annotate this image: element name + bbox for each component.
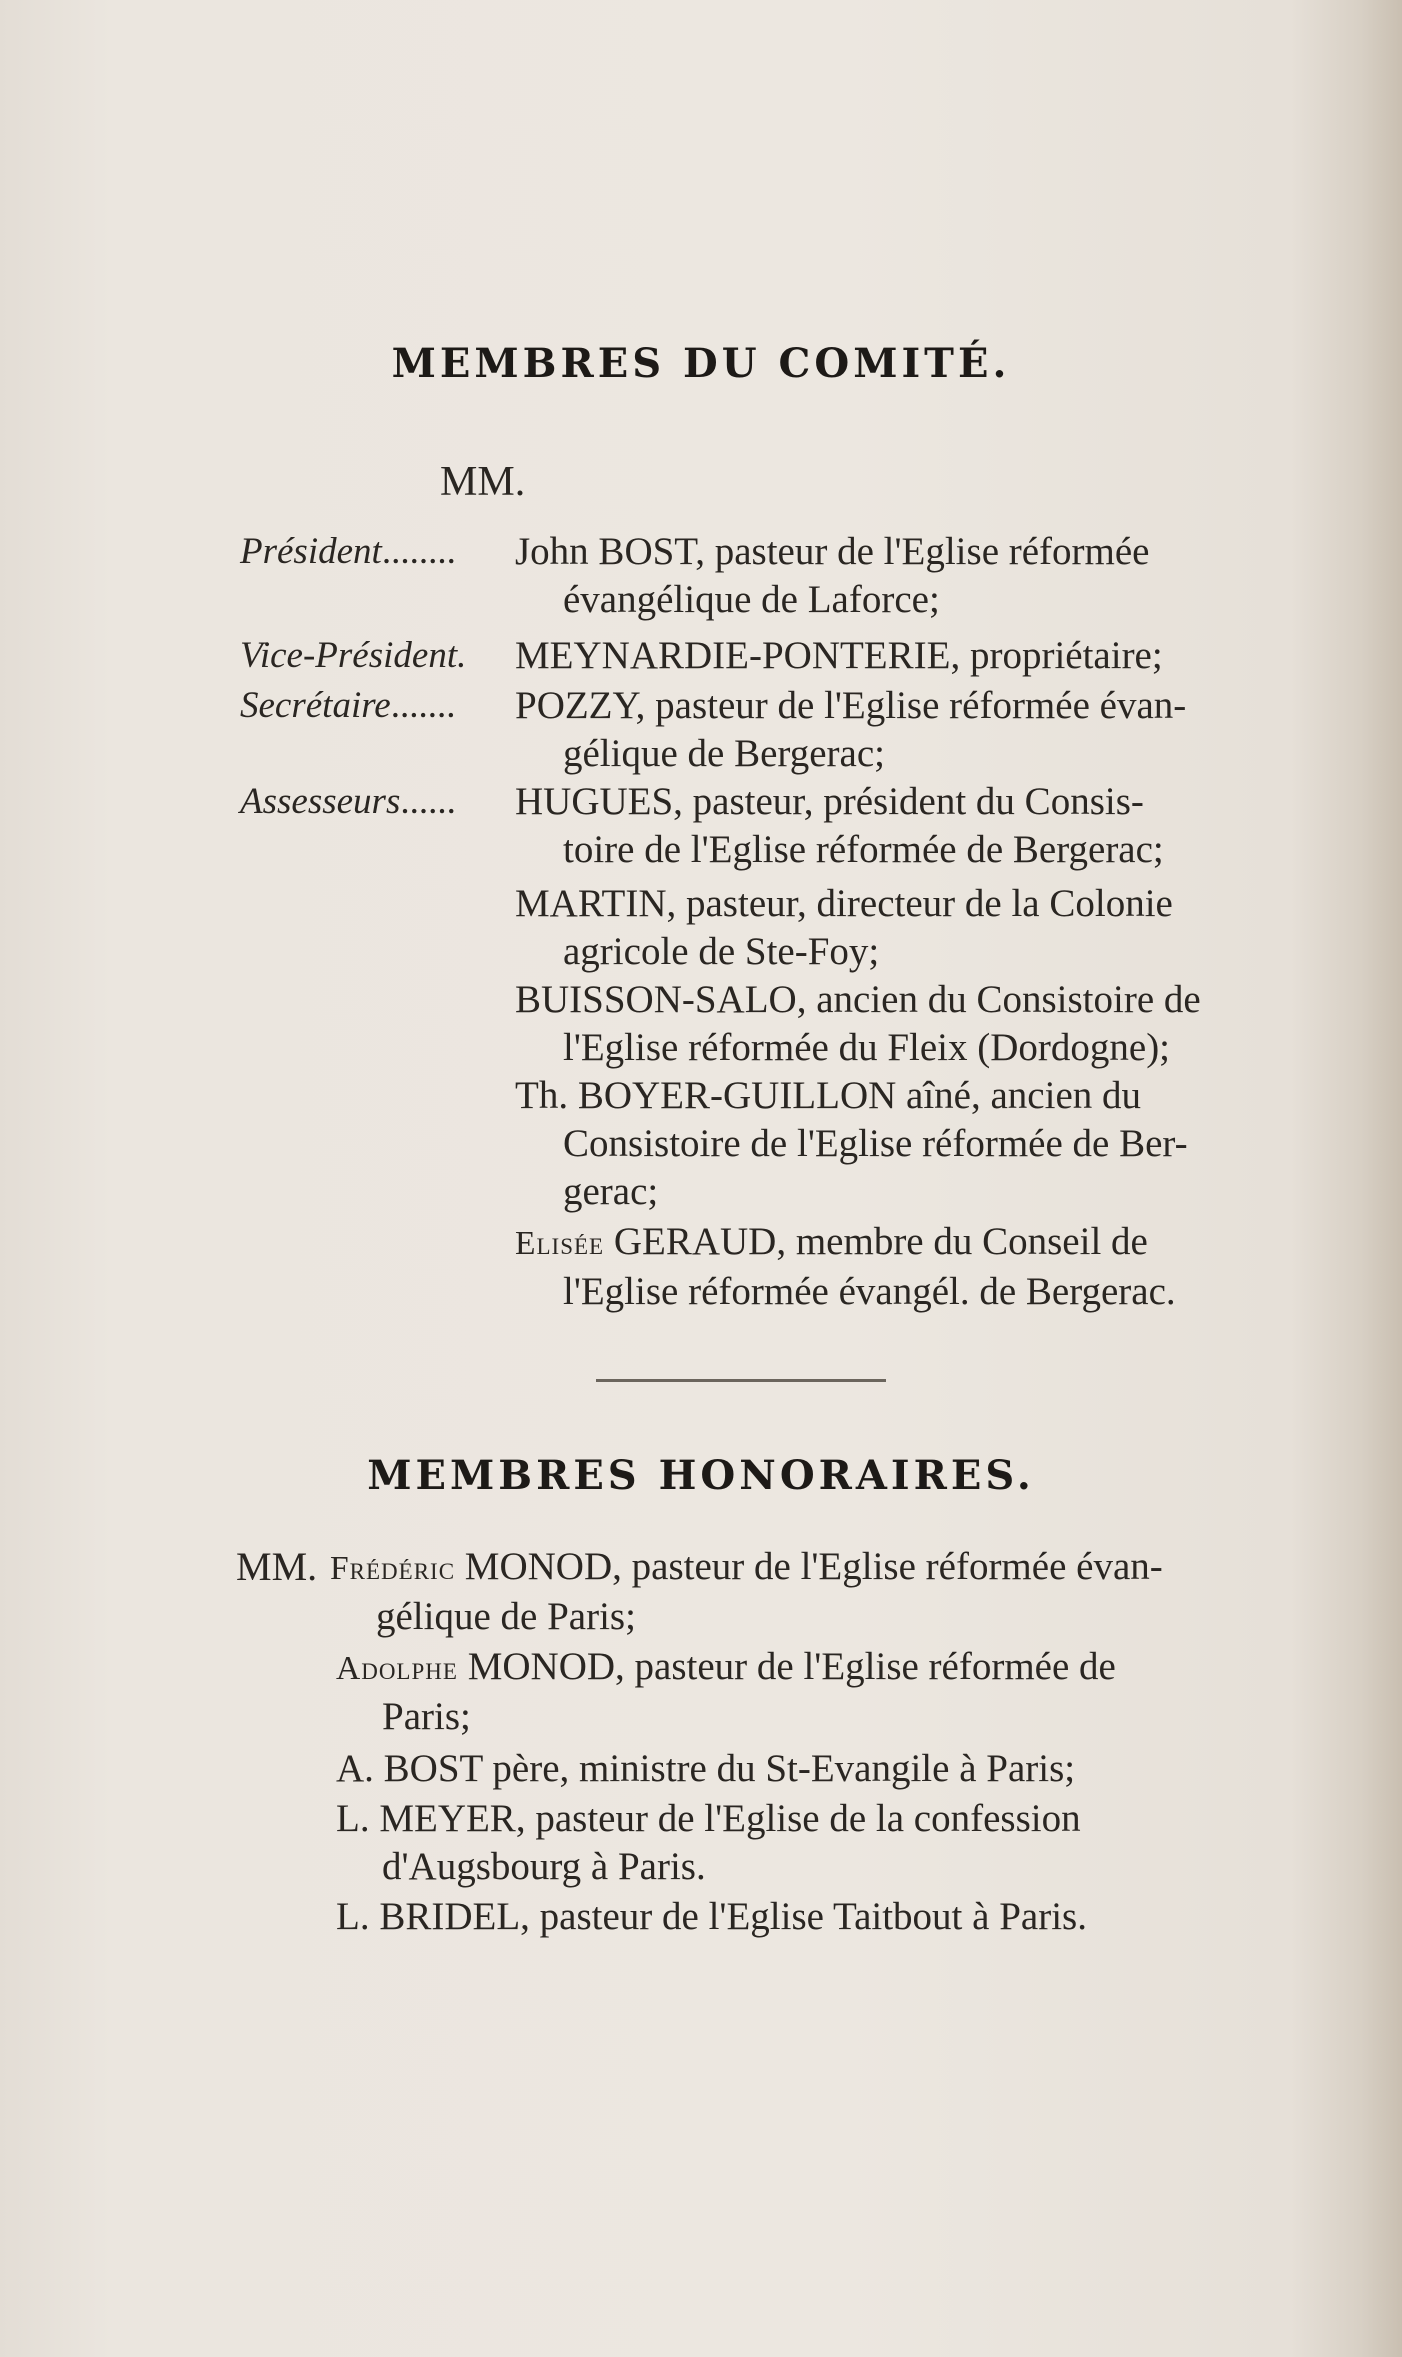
member-name: MONOD [464,1545,613,1588]
committee-title: MEMBRES DU COMITÉ. [391,340,1011,387]
member-entry [515,778,1285,874]
member-description: aîné, ancien du [896,1074,1142,1117]
member-description: , propriétaire; [950,634,1163,677]
member-description-cont: gélique de Bergerac; [563,732,885,775]
member-description-cont: toire de l'Eglise réformée de Bergerac; [563,828,1164,871]
member-description-cont: d'Augsbourg à Paris. [382,1845,706,1888]
member-name: John BOST [515,530,696,573]
member-description: , pasteur de l'Eglise Taitbout à Paris. [520,1895,1087,1938]
member-entry [515,880,1285,976]
member-description: , pasteur, directeur de la Colonie [666,882,1173,925]
member-first-name: Adolphe [336,1650,458,1687]
member-description-cont: gélique de Paris; [376,1595,636,1638]
member-entry [336,1643,1296,1741]
member-description-cont: Paris; [382,1695,471,1738]
member-name: MARTIN [515,882,667,925]
role-label: Président........ [240,531,456,572]
member-description: , pasteur, président du Consis- [673,780,1144,823]
honorary-title: MEMBRES HONORAIRES. [367,1452,1035,1499]
member-name: BUISSON-SALO [515,978,797,1021]
member-name: L. BRIDEL [336,1895,521,1938]
member-name: GERAUD [613,1220,777,1263]
member-name: MEYNARDIE-PONTERIE [515,634,951,677]
member-description: , pasteur de l'Eglise réformée [695,530,1150,573]
honorary-mm-label: MM. [236,1544,318,1589]
role-label: Secrétaire....... [240,685,456,726]
member-description: père, ministre du St-Evangile à Paris; [482,1747,1076,1790]
member-name: Th. BOYER-GUILLON [515,1074,897,1117]
member-entry [330,1543,1290,1641]
member-description: , pasteur de l'Eglise réformée évan- [635,684,1187,727]
member-entry [515,682,1285,778]
member-name: A. BOST [336,1747,483,1790]
member-entry [515,1218,1285,1316]
member-description: , ancien du Consistoire de [796,978,1201,1021]
member-description-cont: l'Eglise réformée évangél. de Bergerac. [563,1270,1176,1313]
member-name: POZZY [515,684,636,727]
member-entry [336,1795,1296,1891]
section-divider [596,1379,886,1382]
committee-mm-label: MM. [440,459,526,505]
member-description: , pasteur de l'Eglise réformée de [615,1645,1116,1688]
member-first-name: Frédéric [330,1550,456,1587]
member-entry [515,632,1285,680]
member-entry [515,1072,1285,1216]
member-name: L. MEYER [336,1797,516,1840]
member-entry [336,1745,1296,1793]
member-entry [515,976,1285,1072]
member-first-name: Elisée [515,1225,605,1262]
member-description-cont: l'Eglise réformée du Fleix (Dordogne); [563,1026,1171,1069]
member-description: , membre du Conseil de [776,1220,1148,1263]
member-description-cont: agricole de Ste-Foy; [563,930,880,973]
member-description-cont: gerac; [563,1170,659,1213]
member-description-cont: évangélique de Laforce; [563,578,940,621]
member-description: , pasteur de l'Eglise réformée évan- [612,1545,1163,1588]
member-description: , pasteur de l'Eglise de la confession [515,1797,1081,1840]
member-name: HUGUES [515,780,674,823]
role-label: Assesseurs...... [240,781,456,822]
member-description-cont: Consistoire de l'Eglise réformée de Ber- [563,1122,1188,1165]
member-entry [336,1893,1296,1941]
member-entry [515,528,1285,624]
member-name: MONOD [467,1645,616,1688]
role-label: Vice-Président. [240,635,467,676]
